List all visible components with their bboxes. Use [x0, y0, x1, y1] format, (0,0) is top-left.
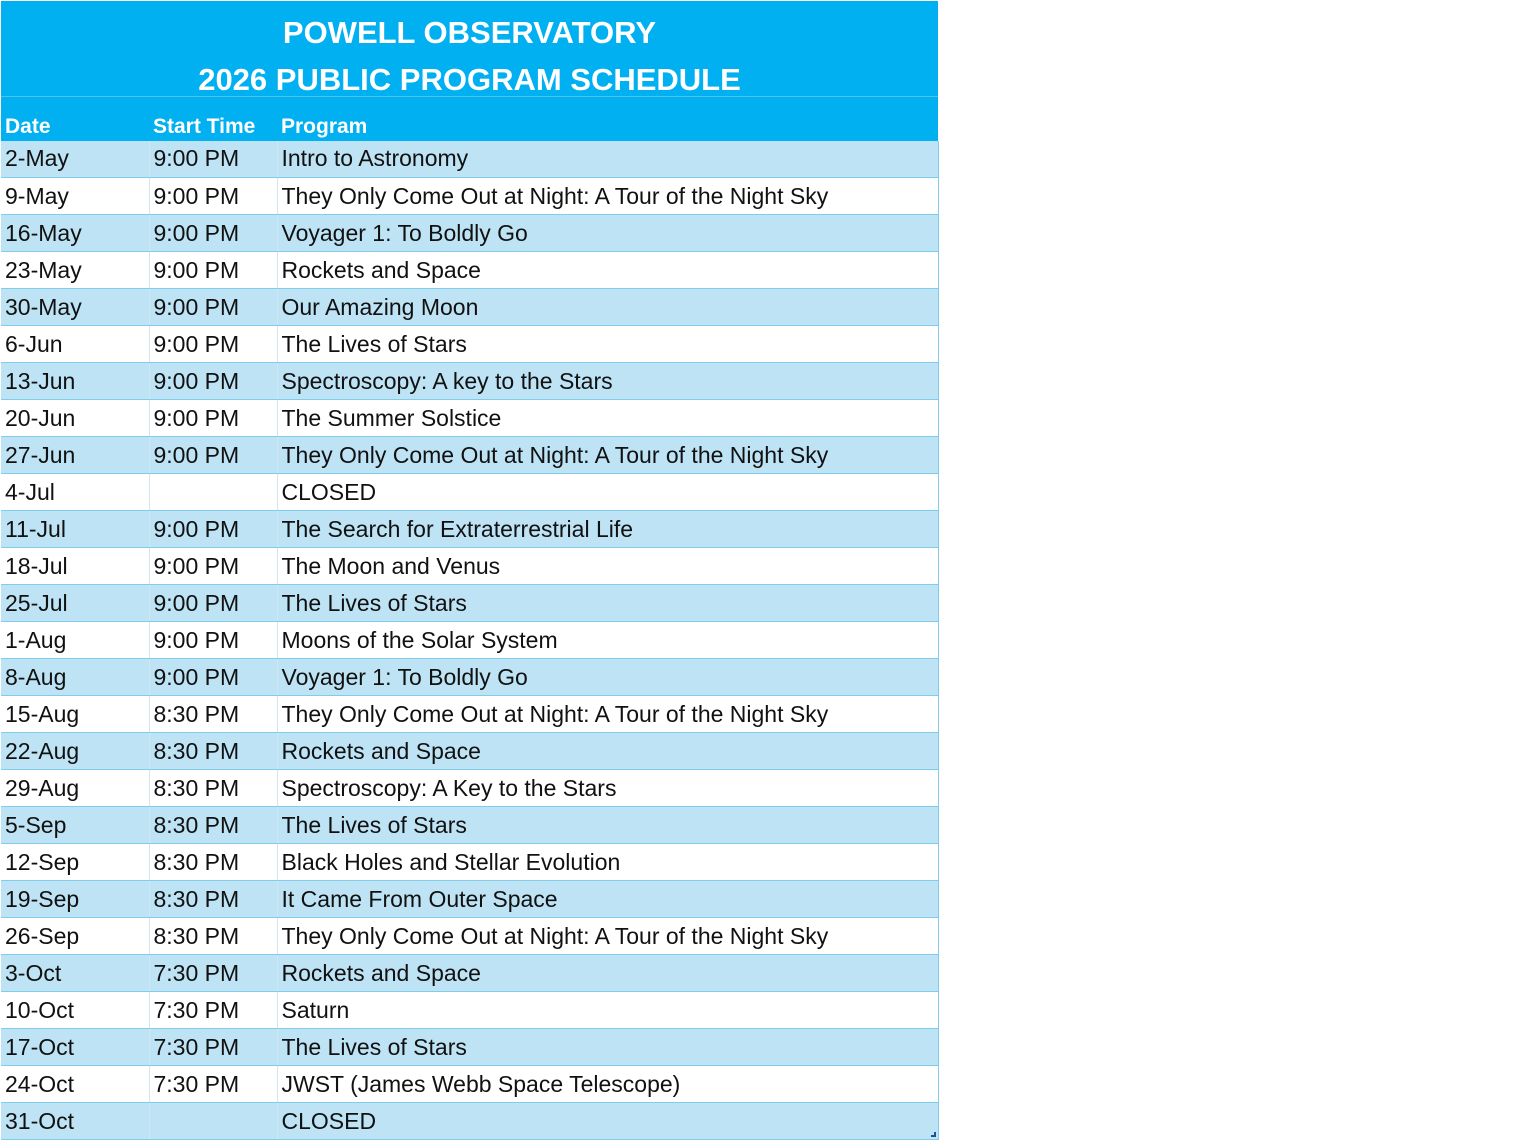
date-cell[interactable]: 31-Oct — [1, 1103, 149, 1140]
program-cell[interactable]: They Only Come Out at Night: A Tour of the Night Sky — [277, 696, 938, 733]
table-row — [1, 511, 938, 548]
table-row — [1, 326, 938, 363]
date-cell[interactable]: 19-Sep — [1, 881, 149, 918]
date-cell[interactable]: 29-Aug — [1, 770, 149, 807]
program-cell[interactable]: Voyager 1: To Boldly Go — [277, 659, 938, 696]
start-time-cell[interactable]: 9:00 PM — [149, 659, 277, 696]
program-cell[interactable]: Saturn — [277, 992, 938, 1029]
date-cell[interactable]: 10-Oct — [1, 992, 149, 1029]
start-time-cell[interactable] — [149, 474, 277, 511]
start-time-cell[interactable]: 7:30 PM — [149, 1066, 277, 1103]
date-cell[interactable]: 17-Oct — [1, 1029, 149, 1066]
start-time-cell[interactable]: 9:00 PM — [149, 437, 277, 474]
column-header-date[interactable]: Date — [1, 97, 149, 141]
date-cell[interactable]: 27-Jun — [1, 437, 149, 474]
date-cell[interactable]: 23-May — [1, 252, 149, 289]
program-cell[interactable]: Black Holes and Stellar Evolution — [277, 844, 938, 881]
date-cell[interactable]: 12-Sep — [1, 844, 149, 881]
start-time-cell[interactable]: 9:00 PM — [149, 141, 277, 178]
program-cell[interactable]: They Only Come Out at Night: A Tour of the Night Sky — [277, 437, 938, 474]
date-cell[interactable]: 16-May — [1, 215, 149, 252]
table-row — [1, 622, 938, 659]
date-cell[interactable]: 30-May — [1, 289, 149, 326]
observatory-title[interactable]: POWELL OBSERVATORY — [282, 15, 657, 50]
table-row — [1, 141, 938, 178]
date-cell[interactable]: 25-Jul — [1, 585, 149, 622]
program-cell[interactable]: They Only Come Out at Night: A Tour of the Night Sky — [277, 918, 938, 955]
table-row — [1, 585, 938, 622]
table-row — [1, 178, 938, 215]
program-cell[interactable]: The Search for Extraterrestrial Life — [277, 511, 938, 548]
start-time-cell[interactable]: 9:00 PM — [149, 252, 277, 289]
schedule-table — [1, 96, 939, 1140]
date-cell[interactable]: 6-Jun — [1, 326, 149, 363]
program-cell[interactable]: The Lives of Stars — [277, 326, 938, 363]
schedule-subtitle[interactable]: 2026 PUBLIC PROGRAM SCHEDULE — [198, 62, 741, 97]
program-cell[interactable]: CLOSED — [277, 474, 938, 511]
table-row — [1, 363, 938, 400]
start-time-cell[interactable]: 9:00 PM — [149, 289, 277, 326]
date-cell[interactable]: 8-Aug — [1, 659, 149, 696]
date-cell[interactable]: 1-Aug — [1, 622, 149, 659]
table-row — [1, 733, 938, 770]
start-time-cell[interactable]: 8:30 PM — [149, 770, 277, 807]
date-cell[interactable]: 4-Jul — [1, 474, 149, 511]
start-time-cell[interactable]: 7:30 PM — [149, 955, 277, 992]
start-time-cell[interactable]: 8:30 PM — [149, 733, 277, 770]
start-time-cell[interactable]: 7:30 PM — [149, 1029, 277, 1066]
table-row — [1, 1066, 938, 1103]
table-row — [1, 955, 938, 992]
table-row — [1, 289, 938, 326]
program-cell[interactable]: Intro to Astronomy — [277, 141, 938, 178]
table-row — [1, 881, 938, 918]
program-cell[interactable]: The Lives of Stars — [277, 585, 938, 622]
date-cell[interactable]: 11-Jul — [1, 511, 149, 548]
start-time-cell[interactable]: 8:30 PM — [149, 918, 277, 955]
table-row — [1, 807, 938, 844]
table-row — [1, 437, 938, 474]
program-cell[interactable]: Voyager 1: To Boldly Go — [277, 215, 938, 252]
program-cell[interactable]: Our Amazing Moon — [277, 289, 938, 326]
date-cell[interactable]: 20-Jun — [1, 400, 149, 437]
header-row — [1, 97, 938, 141]
start-time-cell[interactable]: 9:00 PM — [149, 511, 277, 548]
program-cell[interactable]: The Summer Solstice — [277, 400, 938, 437]
date-cell[interactable]: 9-May — [1, 178, 149, 215]
column-header-program[interactable]: Program — [277, 97, 938, 141]
table-row — [1, 474, 938, 511]
program-cell[interactable]: JWST (James Webb Space Telescope) — [277, 1066, 938, 1103]
date-cell[interactable]: 15-Aug — [1, 696, 149, 733]
table-row — [1, 844, 938, 881]
start-time-cell[interactable]: 8:30 PM — [149, 881, 277, 918]
start-time-cell[interactable]: 8:30 PM — [149, 807, 277, 844]
program-cell[interactable]: Spectroscopy: A key to the Stars — [277, 363, 938, 400]
program-cell[interactable]: The Lives of Stars — [277, 807, 938, 844]
start-time-cell[interactable]: 9:00 PM — [149, 400, 277, 437]
schedule-sheet — [1, 1, 938, 1140]
start-time-cell[interactable]: 9:00 PM — [149, 326, 277, 363]
table-row — [1, 992, 938, 1029]
column-header-start-time[interactable]: Start Time — [149, 97, 277, 141]
program-cell[interactable]: The Moon and Venus — [277, 548, 938, 585]
start-time-cell[interactable]: 8:30 PM — [149, 844, 277, 881]
start-time-cell[interactable]: 9:00 PM — [149, 548, 277, 585]
date-cell[interactable]: 3-Oct — [1, 955, 149, 992]
program-cell[interactable]: CLOSED — [277, 1103, 938, 1140]
table-row — [1, 659, 938, 696]
date-cell[interactable]: 5-Sep — [1, 807, 149, 844]
title-banner — [1, 1, 938, 96]
table-row — [1, 215, 938, 252]
table-row — [1, 1029, 938, 1066]
table-row — [1, 252, 938, 289]
program-cell[interactable]: Rockets and Space — [277, 955, 938, 992]
date-cell[interactable]: 18-Jul — [1, 548, 149, 585]
program-cell[interactable]: Rockets and Space — [277, 252, 938, 289]
table-row — [1, 696, 938, 733]
program-cell[interactable]: They Only Come Out at Night: A Tour of the Night Sky — [277, 178, 938, 215]
date-cell[interactable]: 13-Jun — [1, 363, 149, 400]
program-cell[interactable]: The Lives of Stars — [277, 1029, 938, 1066]
start-time-cell[interactable]: 9:00 PM — [149, 585, 277, 622]
program-cell[interactable]: Rockets and Space — [277, 733, 938, 770]
table-row — [1, 770, 938, 807]
table-row — [1, 548, 938, 585]
table-row — [1, 400, 938, 437]
start-time-cell[interactable]: 7:30 PM — [149, 992, 277, 1029]
date-cell[interactable]: 26-Sep — [1, 918, 149, 955]
table-row — [1, 1103, 938, 1140]
date-cell[interactable]: 24-Oct — [1, 1066, 149, 1103]
table-row — [1, 918, 938, 955]
date-cell[interactable]: 22-Aug — [1, 733, 149, 770]
program-cell[interactable]: Spectroscopy: A Key to the Stars — [277, 770, 938, 807]
start-time-cell[interactable]: 9:00 PM — [149, 215, 277, 252]
start-time-cell[interactable]: 9:00 PM — [149, 178, 277, 215]
start-time-cell[interactable]: 9:00 PM — [149, 622, 277, 659]
start-time-cell[interactable]: 8:30 PM — [149, 696, 277, 733]
schedule-rows — [1, 141, 938, 1140]
table-resize-handle[interactable] — [931, 1132, 936, 1137]
start-time-cell[interactable]: 9:00 PM — [149, 363, 277, 400]
start-time-cell[interactable] — [149, 1103, 277, 1140]
date-cell[interactable]: 2-May — [1, 141, 149, 178]
program-cell[interactable]: Moons of the Solar System — [277, 622, 938, 659]
program-cell[interactable]: It Came From Outer Space — [277, 881, 938, 918]
